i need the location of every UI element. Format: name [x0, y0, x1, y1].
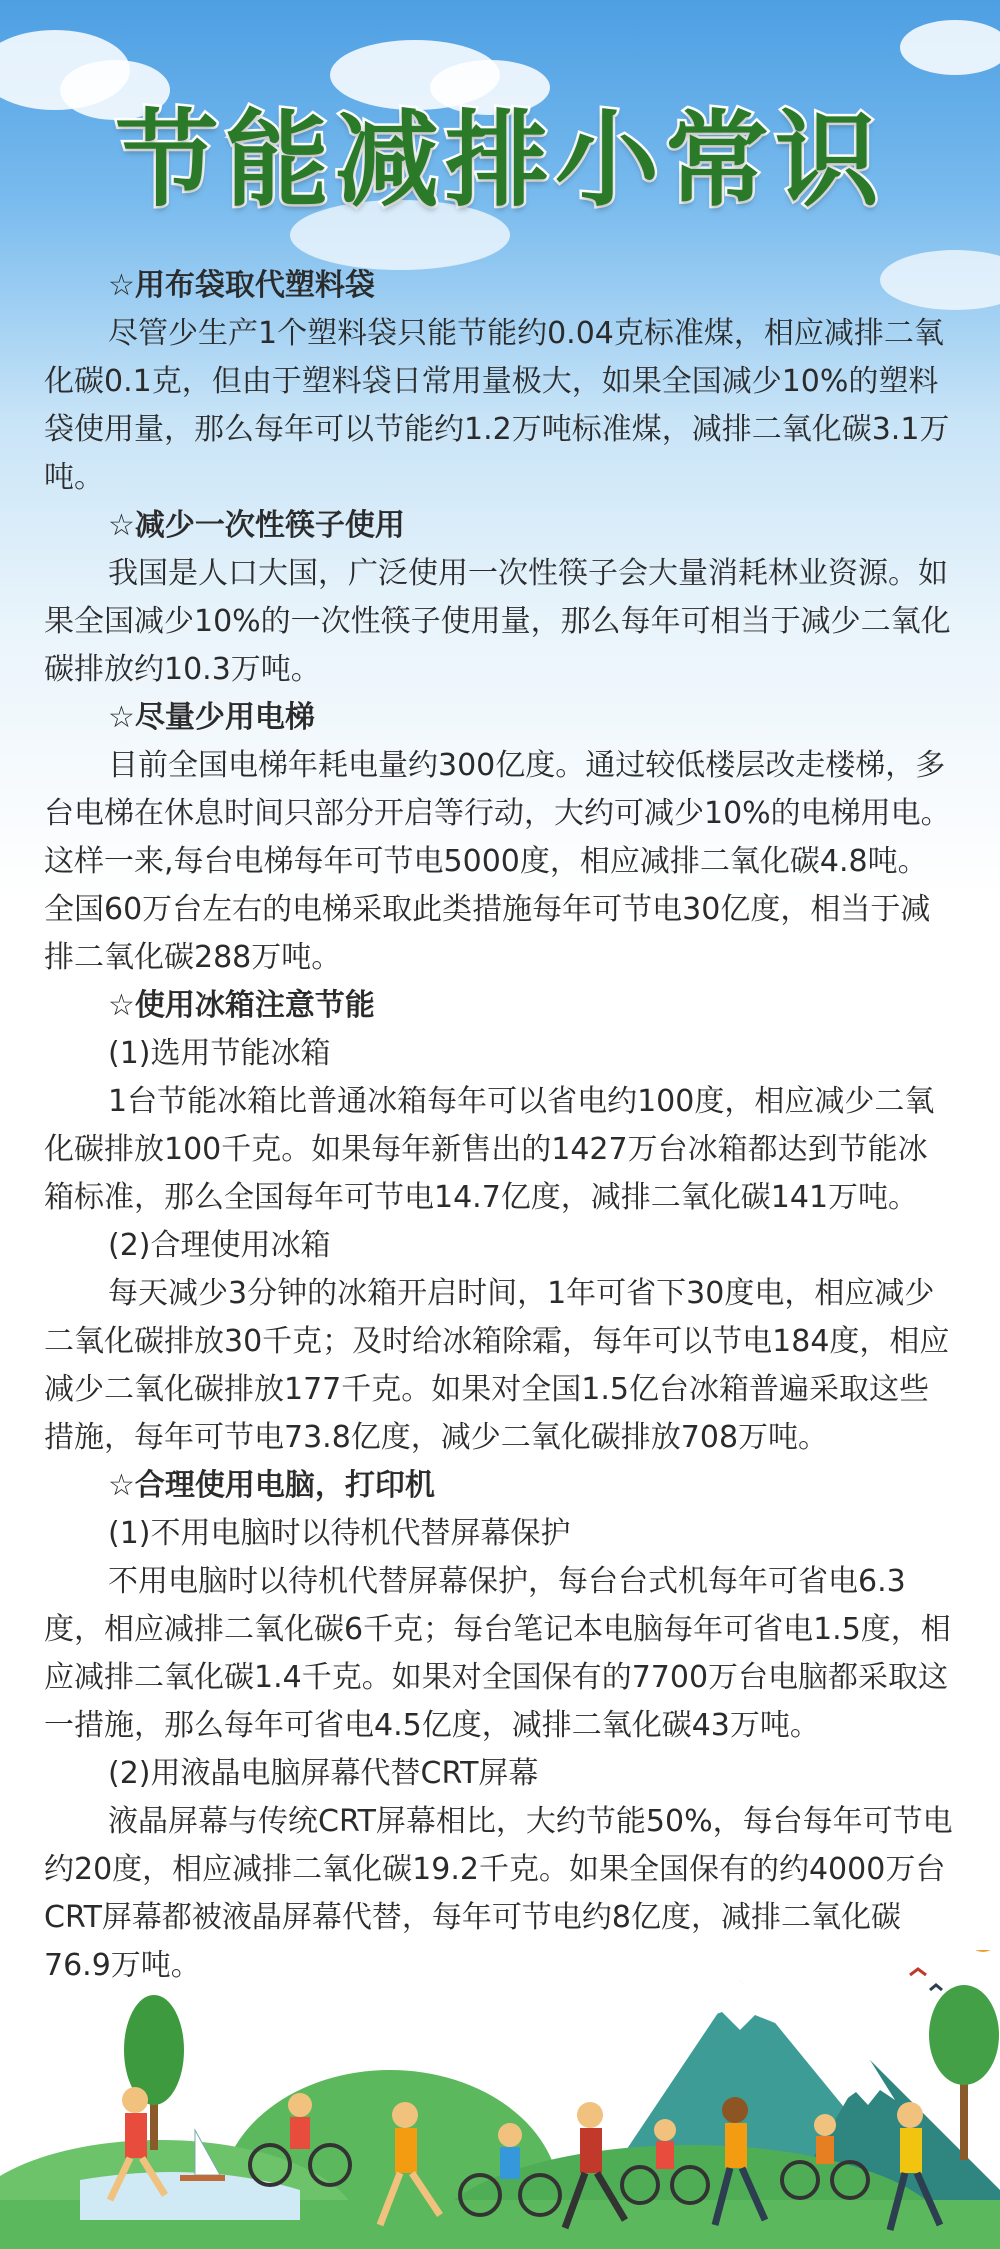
section-text: 不用电脑时以待机代替屏幕保护，每台台式机每年可省电6.3度，相应减排二氧化碳6千克；每台笔记本电脑每年可省电1.5度，相应减排二氧化碳1.4千克。如果对全国保有的7700万台电脑都采取这一措施，那么每年可省电4.5亿度，减排二氧化碳43万吨。 — [44, 1564, 951, 1743]
section-heading: ☆用布袋取代塑料袋 — [108, 268, 375, 303]
bird — [910, 1969, 926, 1975]
section-text: 1台节能冰箱比普通冰箱每年可以省电约100度，相应减少二氧化碳排放100千克。如果每年新售出的1427万台冰箱都达到节能冰箱标准，那么全国每年可节电14.7亿度，减排二氧化碳141万吨。 — [44, 1084, 935, 1215]
section-heading: ☆合理使用电脑，打印机 — [108, 1468, 435, 1503]
section-text: 尽管少生产1个塑料袋只能节能约0.04克标准煤，相应减排二氧化碳0.1克，但由于塑料袋日常用量极大，如果全国减少10%的塑料袋使用量，那么每年可以节能约1.2万吨标准煤，减排二氧化碳3.1万吨。 — [44, 316, 950, 495]
nature-scene-illustration — [0, 1950, 1000, 2249]
article-body — [44, 262, 956, 1990]
section-heading: ☆尽量少用电梯 — [108, 700, 315, 735]
subsection-heading: (1)选用节能冰箱 — [108, 1036, 331, 1071]
hot-air-balloon — [965, 1950, 1000, 1952]
bird — [930, 1985, 942, 1990]
subsection-heading: (1)不用电脑时以待机代替屏幕保护 — [108, 1516, 571, 1551]
tree — [929, 1985, 999, 2085]
subsection-heading: (2)合理使用冰箱 — [108, 1228, 331, 1263]
cloud — [900, 20, 1000, 75]
wind-turbine-blade — [355, 1985, 370, 2010]
section-heading: ☆减少一次性筷子使用 — [108, 508, 405, 543]
section-text: 目前全国电梯年耗电量约300亿度。通过较低楼层改走楼梯，多台电梯在休息时间只部分开启等行动，大约可减少10%的电梯用电。这样一来,每台电梯每年可节电5000度，相应减排二氧化碳4.8吨。全国60万台左右的电梯采取此类措施每年可节电30亿度，相当于减排二氧化碳288万吨。 — [44, 748, 951, 975]
subsection-heading: (2)用液晶电脑屏幕代替CRT屏幕 — [108, 1756, 539, 1791]
wind-turbine-blade — [370, 2005, 395, 2010]
section-text: 每天减少3分钟的冰箱开启时间，1年可省下30度电，相应减少二氧化碳排放30千克；及时给冰箱除霜，每年可以节电184度，相应减少二氧化碳排放177千克。如果对全国1.5亿台冰箱普遍采取这些措施，每年可节电73.8亿度，减少二氧化碳排放708万吨。 — [44, 1276, 950, 1455]
section-text: 液晶屏幕与传统CRT屏幕相比，大约节能50%，每台每年可节电约20度，相应减排二氧化碳19.2千克。如果全国保有的约4000万台CRT屏幕都被液晶屏幕代替，每年可节电约8亿度，减排二氧化碳76.9万吨。 — [44, 1804, 953, 1983]
wind-turbine-blade — [415, 1975, 430, 2000]
section-heading: ☆使用冰箱注意节能 — [108, 988, 375, 1023]
sailboat-hull — [180, 2175, 225, 2181]
wind-turbine-blade — [430, 1995, 455, 2000]
page-title: 节能减排小常识 — [114, 98, 885, 221]
section-text: 我国是人口大国，广泛使用一次性筷子会大量消耗林业资源。如果全国减少10%的一次性筷子使用量，那么每年可相当于减少二氧化碳排放约10.3万吨。 — [44, 556, 951, 687]
